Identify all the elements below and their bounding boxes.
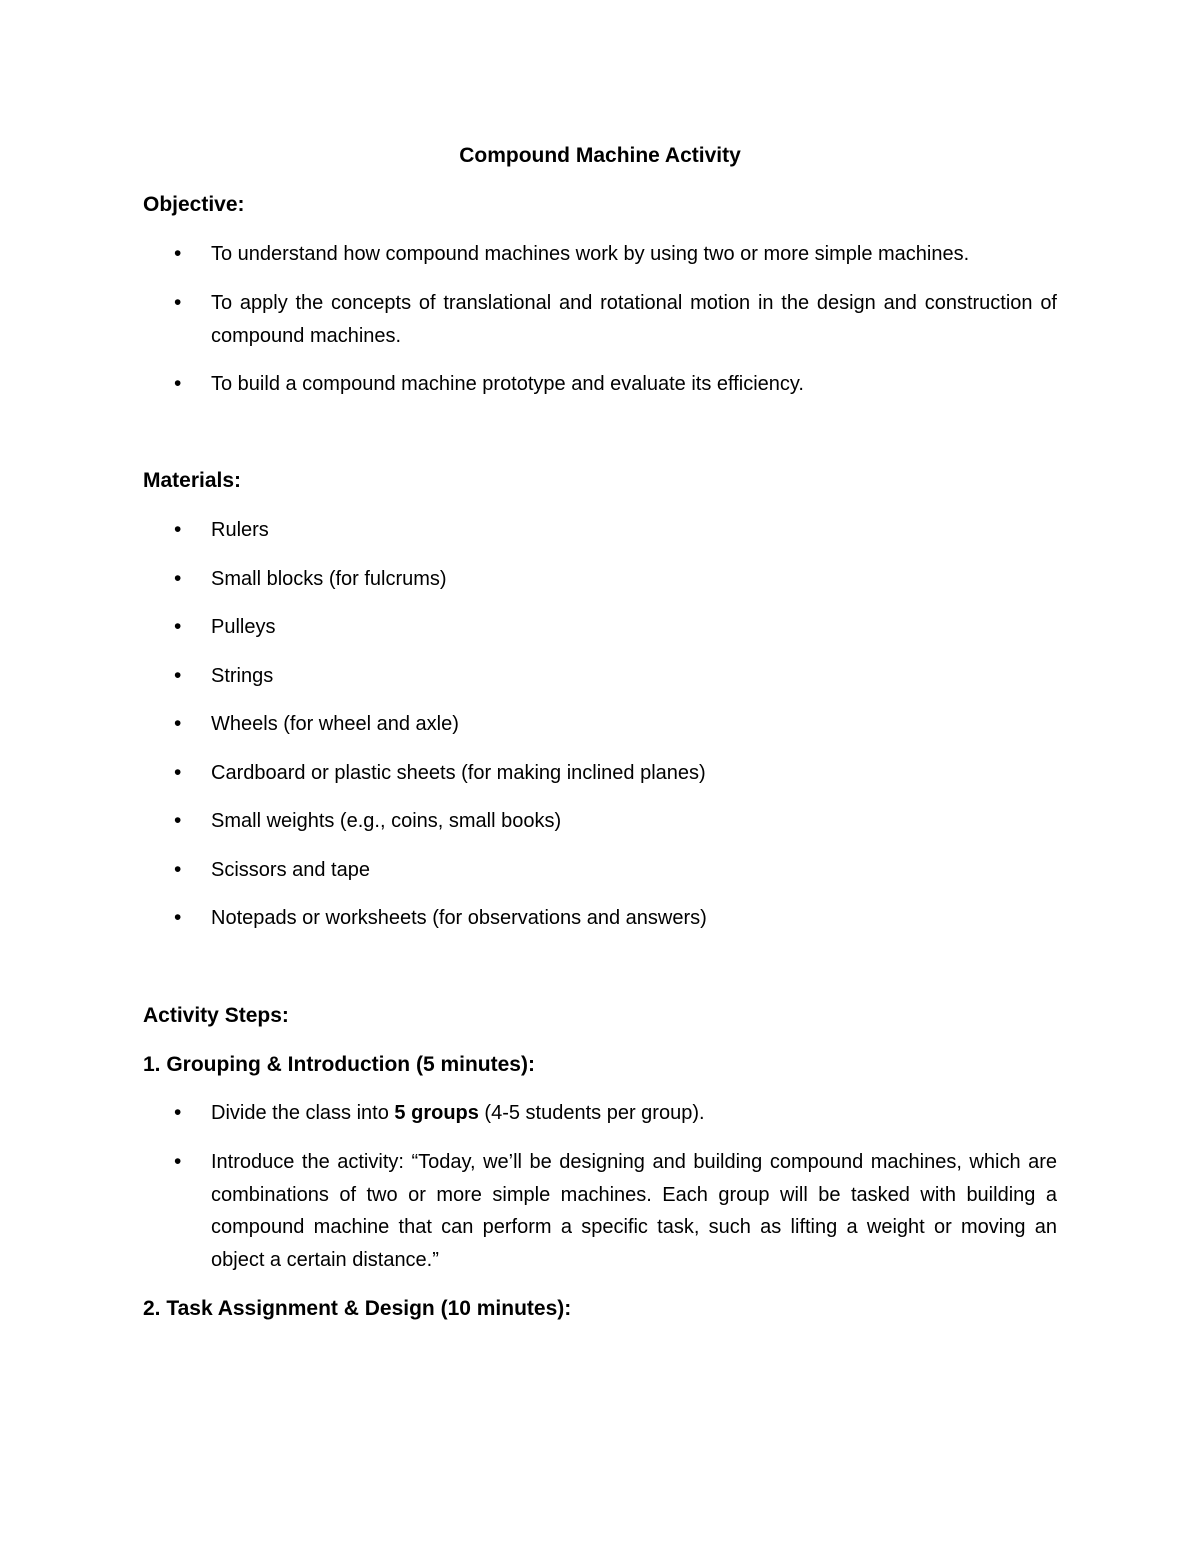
materials-bullet-9: •: [174, 906, 182, 929]
step-1-item-1-emphasis: 5 groups: [394, 1102, 479, 1124]
step-1-item-1: [211, 1097, 1057, 1130]
activity-steps-heading: Activity Steps:: [143, 1004, 289, 1027]
materials-item-9: Notepads or worksheets (for observations and answers): [211, 907, 707, 929]
objective-item-1: To understand how compound machines work by using two or more simple machines.: [211, 243, 970, 265]
materials-bullet-6: •: [174, 761, 182, 784]
materials-item-1: Rulers: [211, 519, 269, 541]
materials-item-6: Cardboard or plastic sheets (for making inclined planes): [211, 762, 706, 784]
document-title: Compound Machine Activity: [459, 144, 741, 167]
objective-heading: Objective:: [143, 193, 245, 216]
materials-item-4: Strings: [211, 665, 274, 687]
materials-item-2: Small blocks (for fulcrums): [211, 568, 447, 590]
step-1-item-2: Introduce the activity: “Today, we’ll be designing and building compound machines, which are combinations of two or more simple machines. Each group will be tasked with building a compound machine that can perform a specific task, such as lifting a weight or moving an object a certain distance.”: [211, 1151, 1057, 1271]
materials-heading: Materials:: [143, 469, 242, 492]
step-2-heading: 2. Task Assignment & Design (10 minutes):: [143, 1297, 572, 1320]
materials-bullet-5: •: [174, 712, 182, 735]
materials-item-7: Small weights (e.g., coins, small books): [211, 810, 562, 832]
materials-item-8: Scissors and tape: [211, 859, 370, 881]
materials-item-3: Pulleys: [211, 616, 276, 638]
step-1-bullet-1: •: [174, 1101, 182, 1124]
objective-bullet-3: •: [174, 372, 182, 395]
materials-bullet-4: •: [174, 664, 182, 687]
materials-item-5: Wheels (for wheel and axle): [211, 713, 459, 735]
objective-item-3: To build a compound machine prototype and evaluate its efficiency.: [211, 373, 804, 395]
step-1-item-1-suffix: (4-5 students per group).: [478, 1102, 705, 1124]
objective-bullet-1: •: [174, 242, 182, 265]
materials-bullet-1: •: [174, 518, 182, 541]
step-1-heading: 1. Grouping & Introduction (5 minutes):: [143, 1053, 535, 1076]
materials-bullet-3: •: [174, 615, 182, 638]
materials-bullet-2: •: [174, 567, 182, 590]
materials-bullet-8: •: [174, 858, 182, 881]
materials-bullet-7: •: [174, 809, 182, 832]
step-1-bullet-2: •: [174, 1150, 182, 1173]
step-1-item-1-prefix: Divide the class into: [211, 1102, 395, 1124]
objective-bullet-2: •: [174, 291, 182, 314]
objective-item-2: To apply the concepts of translational and rotational motion in the design and construction of compound machines.: [211, 292, 1057, 347]
